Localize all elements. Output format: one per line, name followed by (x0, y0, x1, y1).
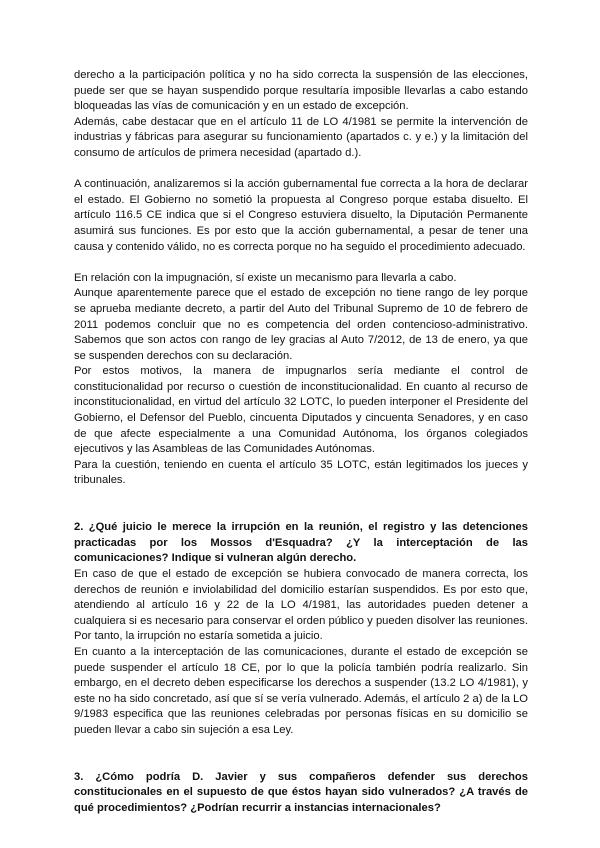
paragraph-cuestion: Para la cuestión, teniendo en cuenta el artículo 35 LOTC, están legitimados los jueces y tribunales. (74, 458, 528, 487)
paragraph-articulo-11: Además, cabe destacar que en el artículo 11 de LO 4/1981 se permite la intervención de industrias y fábricas para asegurar su funcionamiento (apartados c. y e.) y la limitación del consumo de artículos de primera necesidad (apartado d.). (74, 115, 528, 159)
paragraph-rango-de-ley: Aunque aparentemente parece que el estado de excepción no tiene rango de ley porque se aprueba mediante decreto, a partir del Auto del Tribunal Supremo de 10 de febrero de 2011 podemos concluir que no es competencia del orden contencioso-administrativo. Sabemos que son actos con rango de ley gracias al Auto 7/2012, de 13 de enero, ya que se suspenden derechos con su declaración. (74, 287, 528, 362)
question-2-heading: 2. ¿Qué juicio le merece la irrupción en la reunión, el registro y las detenciones practicadas por los Mossos d'Esquadra? ¿Y la interceptación de las comunicaciones? Indique si vulneran algún derecho. (74, 521, 528, 565)
answer-2-reunion: En caso de que el estado de excepción se hubiera convocado de manera correcta, los derechos de reunión e inviolabilidad del domicilio estarían suspendidos. Es por esto que, atendiendo al artículo 16 y 22 de la LO 4/1981, las autoridades pueden detener a cualquiera si es necesario para conservar el orden público y pueden disolver las reuniones. Por tanto, la irrupción no estaría sometida a juicio. (74, 568, 528, 643)
paragraph-impugnacion: En relación con la impugnación, sí existe un mecanismo para llevarla a cabo. (74, 271, 457, 284)
paragraph-control-constitucionalidad: Por estos motivos, la manera de impugnarlos sería mediante el control de constitucionalidad por recurso o cuestión de inconstitucionalidad. En cuanto al recurso de inconstitucionalidad, en virtud del artículo 32 LOTC, lo pueden interponer el Presidente del Gobierno, el Defensor del Pueblo, cincuenta Diputados y cincuenta Senadores, y en caso de que afecte especialmente a una Comunidad Autónoma, los órganos colegiados ejecutivos y las Asambleas de las Comunidades Autónomas. (74, 365, 528, 456)
question-3-heading: 3. ¿Cómo podría D. Javier y sus compañeros defender sus derechos constitucionales en el supuesto de que éstos hayan sido vulnerados? ¿A través de qué procedimientos? ¿Podrían recurrir a instancias internacionales? (74, 770, 528, 814)
paragraph-accion-gubernamental: A continuación, analizaremos si la acción gubernamental fue correcta a la hora de declarar el estado. El Gobierno no sometió la propuesta al Congreso porque estaba disuelto. El artículo 116.5 CE indica que si el Congreso estuviera disuelto, la Diputación Permanente asumirá sus funciones. Es por esto que la acción gubernamental, a pesar de tener una causa y contenido válido, no es correcta porque no ha seguido el procedimiento adecuado. (74, 178, 528, 253)
answer-2-comunicaciones: En cuanto a la interceptación de las comunicaciones, durante el estado de excepción se puede suspender el artículo 18 CE, por lo que la policía también podría realizarlo. Sin embargo, en el decreto deben especificarse los derechos a suspender (13.2 LO 4/1981), y este no ha sido concretado, así que sí se vería vulnerado. Además, el artículo 2 a) de la LO 9/1983 especifica que las reuniones celebradas por personas físicas en su domicilio se pueden llevar a cabo sin sujeción a esa Ley. (74, 645, 528, 736)
paragraph-participacion: derecho a la participación política y no ha sido correcta la suspensión de las elecciones, puede ser que se hayan suspendido porque resultaría imposible llevarlas a cabo estando bloqueadas las vías de comunicación y en un estado de excepción. (74, 69, 528, 113)
